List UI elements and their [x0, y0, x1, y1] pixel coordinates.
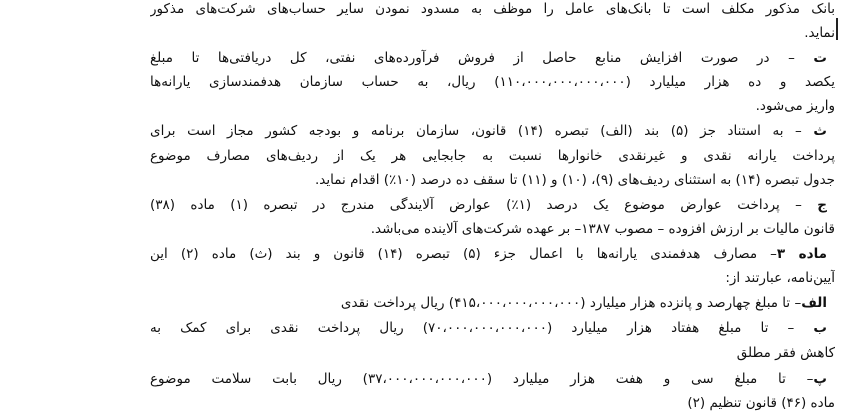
clause-te-line-3: واریز می‌شود. — [755, 98, 835, 114]
item-pe-line-2: ماده (۴۶) قانون تنظیم (۲) — [687, 395, 835, 411]
line-1: بانک مذکور مکلف است تا بانک‌های عامل را موظف به مسدود نمودن سایر حساب‌های شرکت‌های مذکور — [150, 1, 835, 17]
clause-jim-line-2: قانون مالیات بر ارزش افزوده – مصوب ۱۳۸۷– بر عهده شرکت‌های آلاینده می‌باشد. — [370, 221, 835, 237]
item-be-line-1: ب – تا مبلغ هفتاد هزار میلیارد (۷۰،۰۰۰،۰۰۰،۰۰۰،۰۰۰) ریال پرداخت نقدی برای کمک به — [150, 320, 827, 336]
clause-se-line-1: ث – به استناد جز (۵) بند (الف) تبصره (۱۴) قانون، سازمان برنامه و بودجه کشور مجاز است برای — [150, 123, 827, 139]
item-be-line-2: کاهش فقر مطلق — [736, 345, 835, 361]
item-pe-line-1: پ– تا مبلغ سی و هفت هزار میلیارد (۳۷،۰۰۰،۰۰۰،۰۰۰،۰۰۰) ریال بابت سلامت موضوع — [150, 371, 827, 387]
clause-jim-line-1: ج – پرداخت عوارض موضوع یک درصد (۱٪) عوارض آلایندگی مندرج در تبصره (۱) ماده (۳۸) — [150, 197, 827, 213]
item-label-pe: پ — [813, 371, 827, 387]
article-3-label: ماده ۳ — [776, 246, 827, 262]
clause-label-te: ت — [813, 50, 827, 66]
article-3-line-2: آیین‌نامه، عبارتند از: — [725, 270, 835, 286]
clause-se-line-2: پرداخت یارانه نقدی و غیرنقدی خانوارها نسبت به جابجایی هر یک از ردیف‌های مصارف موضوع — [150, 148, 835, 164]
item-label-be: ب — [813, 320, 827, 336]
clause-label-se: ث — [813, 123, 827, 139]
line-2: نماید. — [804, 25, 835, 41]
item-alef: الف– تا مبلغ چهارصد و پانزده هزار میلیارد (۴۱۵،۰۰۰،۰۰۰،۰۰۰،۰۰۰) ریال پرداخت نقدی — [340, 295, 827, 311]
document-page — [150, 0, 835, 420]
item-label-alef: الف — [801, 295, 827, 311]
clause-te-line-2: یکصد و ده هزار میلیارد (۱۱۰،۰۰۰،۰۰۰،۰۰۰،۰۰۰) ریال، به حساب سازمان هدفمندسازی یارانه‌ها — [150, 74, 835, 90]
clause-te-line-1: ت – در صورت افزایش منابع حاصل از فروش فرآورده‌های نفتی، کل دریافتی‌ها تا مبلغ — [150, 50, 827, 66]
article-3-line-1: ماده ۳– مصارف هدفمندی یارانه‌ها با اعمال جزء (۵) تبصره (۱۴) قانون و بند (ث) ماده (۲) این — [150, 246, 827, 262]
clause-se-line-3: جدول تبصره (۱۴) به استثنای ردیف‌های (۹)، (۱۰) و (۱۱) تا سقف ده درصد (۱۰٪) اقدام نماید. — [314, 172, 835, 188]
clause-label-jim: ج — [817, 197, 827, 213]
margin-mark — [836, 18, 838, 40]
